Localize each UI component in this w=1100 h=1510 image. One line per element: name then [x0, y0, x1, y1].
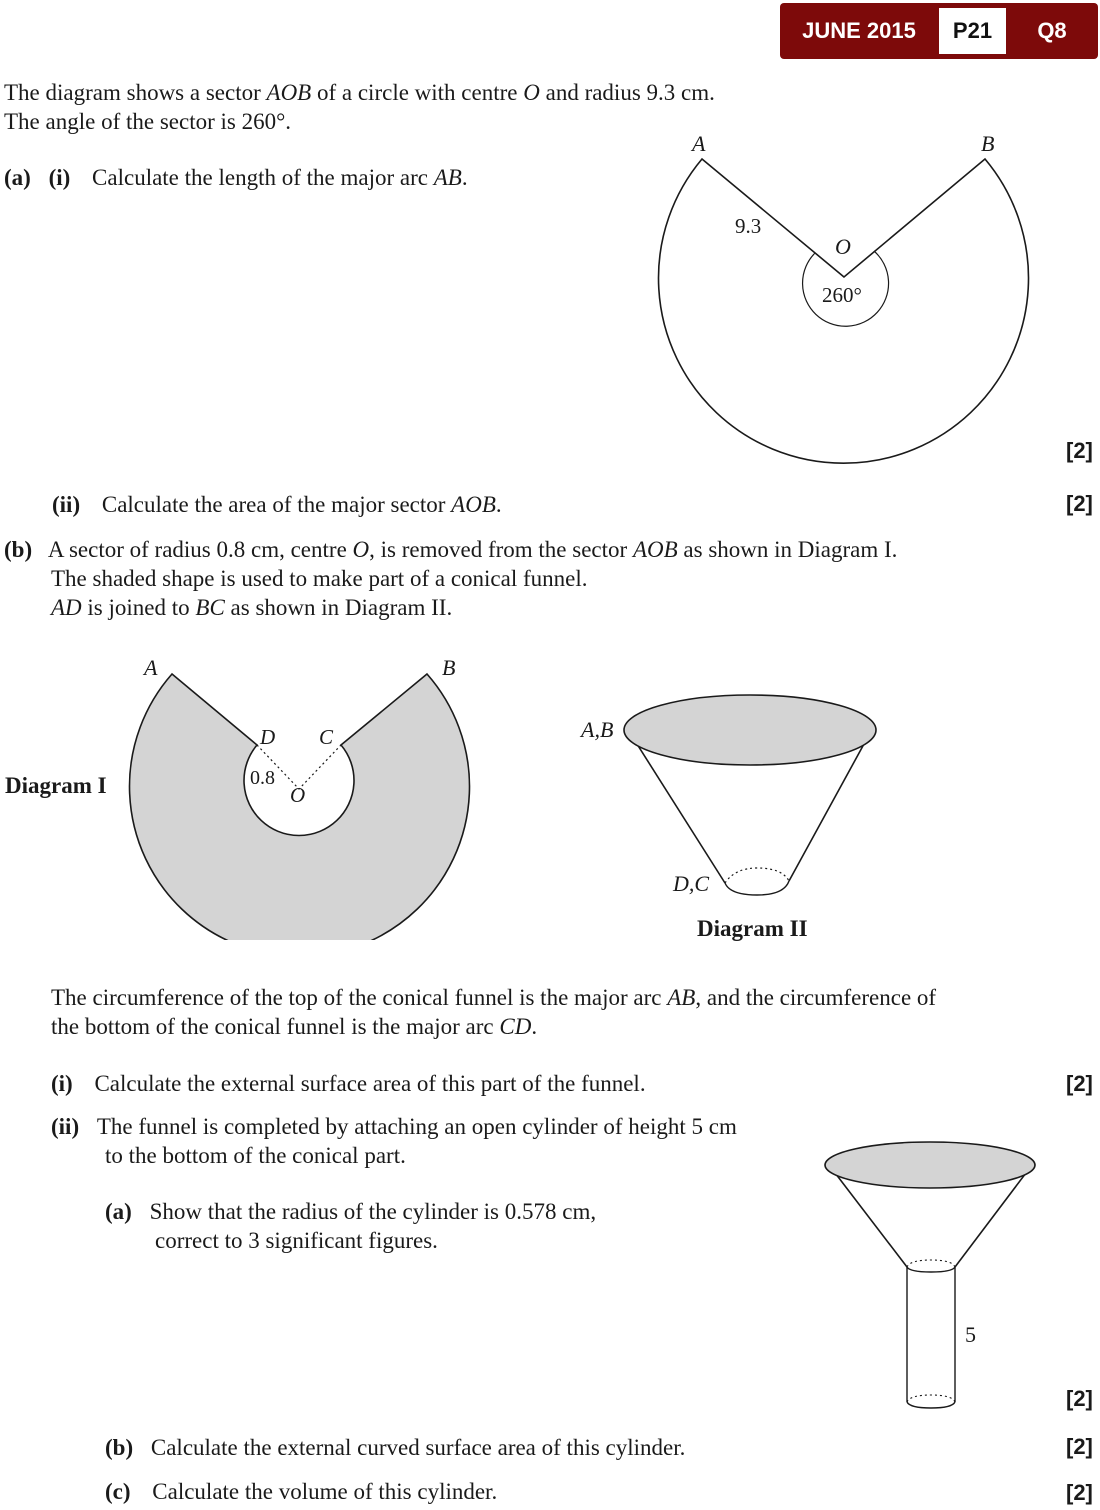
question-text: , is removed from the sector: [369, 537, 633, 562]
intro-line-1: [4, 78, 715, 107]
angle-label: 260°: [822, 283, 862, 307]
part-label: (b): [4, 537, 33, 562]
question-text: as shown in Diagram I.: [677, 537, 898, 562]
part-b-ii-line-1: [51, 1112, 737, 1141]
sector-outline: [659, 159, 1029, 463]
marks-b-ii-a: [2]: [1066, 1386, 1093, 1411]
question-text: The circumference of the top of the conical funnel is the major arc: [51, 985, 668, 1010]
question-text: , and the circumference of: [695, 985, 937, 1010]
label-dc: D,C: [673, 871, 710, 896]
diagram-1-title: Diagram I: [5, 773, 107, 798]
question-text: A sector of radius 0.8 cm, centre: [47, 537, 353, 562]
question-text: as shown in Diagram II.: [224, 595, 453, 620]
question-ital: BC: [195, 595, 225, 620]
subpart-label: (c): [105, 1479, 131, 1504]
height-label: 5: [965, 1322, 976, 1347]
subpart-label: (ii): [51, 1114, 80, 1139]
part-b-ii-line-2: to the bottom of the conical part.: [105, 1143, 406, 1168]
diagram-2: [560, 680, 920, 920]
label-a: A: [692, 131, 706, 156]
question-ital: AD: [51, 595, 82, 620]
question-text: Calculate the volume of this cylinder.: [152, 1479, 498, 1504]
question-ital: AOB: [632, 537, 678, 562]
cone-top-rim: [624, 695, 876, 765]
question-badge: [780, 3, 1098, 59]
part-b-ii-c: [105, 1477, 497, 1506]
intro-o: O: [523, 80, 540, 105]
question-text: the bottom of the conical funnel is the major arc: [51, 1014, 500, 1039]
subpart-label: (b): [105, 1435, 134, 1460]
label-b: B: [981, 131, 995, 156]
funnel-diagram: [810, 1130, 1050, 1420]
question-text: .: [461, 165, 468, 190]
part-b-ii-a-line-2: correct to 3 significant figures.: [155, 1228, 438, 1253]
question-ital: AOB: [451, 492, 496, 517]
part-b-ii-a-line-1: [105, 1197, 596, 1226]
label-o: O: [835, 234, 851, 259]
label-o: O: [290, 783, 306, 807]
cylinder-top-front: [907, 1267, 955, 1272]
subpart-label: (ii): [52, 492, 81, 517]
question-text: Calculate the area of the major sector: [101, 492, 452, 517]
question-label: Q8: [1037, 18, 1067, 43]
diagram-2-title: Diagram II: [697, 916, 808, 941]
label-c: C: [319, 725, 334, 749]
funnel-top-rim: [825, 1142, 1035, 1188]
paper-label: P21: [939, 8, 1006, 54]
label-a: A: [144, 655, 158, 680]
question-ital: O: [352, 537, 370, 562]
marks-b-ii-b: [2]: [1066, 1434, 1093, 1459]
subpart-label: (a): [105, 1199, 132, 1224]
circumference-line-2: [51, 1012, 537, 1041]
intro-text: and radius 9.3 cm.: [539, 80, 715, 105]
marks-a-ii: [2]: [1066, 491, 1093, 516]
part-b-ii-b: [105, 1433, 685, 1462]
shaded-annulus-sector: [130, 674, 470, 940]
question-ital: AB: [433, 165, 462, 190]
question-text: .: [531, 1014, 538, 1039]
marks-b-ii-c: [2]: [1066, 1480, 1093, 1505]
question-ital: CD: [499, 1014, 532, 1039]
part-a-i: [4, 163, 468, 192]
marks-a-i: [2]: [1066, 438, 1093, 463]
intro-text: of a circle with centre: [311, 80, 524, 105]
cylinder-bottom-back: [907, 1395, 955, 1402]
intro-text: The diagram shows a sector: [4, 80, 267, 105]
part-b-line-1: [4, 535, 897, 564]
label-b: B: [442, 655, 456, 680]
intro-line-2: The angle of the sector is 260°.: [4, 109, 292, 134]
question-ital: AB: [667, 985, 696, 1010]
part-label: (a): [4, 165, 31, 190]
label-d: D: [260, 725, 276, 749]
circumference-line-1: [51, 983, 936, 1012]
cone-bottom-back: [725, 868, 789, 883]
sector-diagram: [640, 120, 1060, 480]
session-label: JUNE 2015: [802, 18, 916, 43]
part-b-i: [51, 1069, 646, 1098]
question-text: .: [495, 492, 502, 517]
cone-bottom-front: [725, 881, 789, 895]
part-b-line-3: [51, 593, 452, 622]
part-b-line-2: The shaded shape is used to make part of a conical funnel.: [51, 566, 588, 591]
diagram-1: [120, 650, 480, 940]
cylinder-bottom-front: [907, 1402, 955, 1408]
label-ab: A,B: [581, 717, 614, 742]
question-text: Calculate the external curved surface area of this cylinder.: [150, 1435, 686, 1460]
intro-aob: AOB: [266, 80, 312, 105]
cylinder-top-back: [907, 1260, 955, 1267]
question-text: Show that the radius of the cylinder is 0.578 cm,: [149, 1199, 597, 1224]
part-a-ii: [52, 490, 502, 519]
question-text: is joined to: [81, 595, 196, 620]
question-text: Calculate the external surface area of this part of the funnel.: [94, 1071, 646, 1096]
subpart-label: (i): [48, 165, 71, 190]
inner-radius-label: 0.8: [250, 767, 275, 789]
question-text: Calculate the length of the major arc: [92, 165, 434, 190]
marks-b-i: [2]: [1066, 1071, 1093, 1096]
radius-label: 9.3: [735, 214, 762, 238]
question-text: The funnel is completed by attaching an open cylinder of height 5 cm: [96, 1114, 737, 1139]
subpart-label: (i): [51, 1071, 73, 1096]
